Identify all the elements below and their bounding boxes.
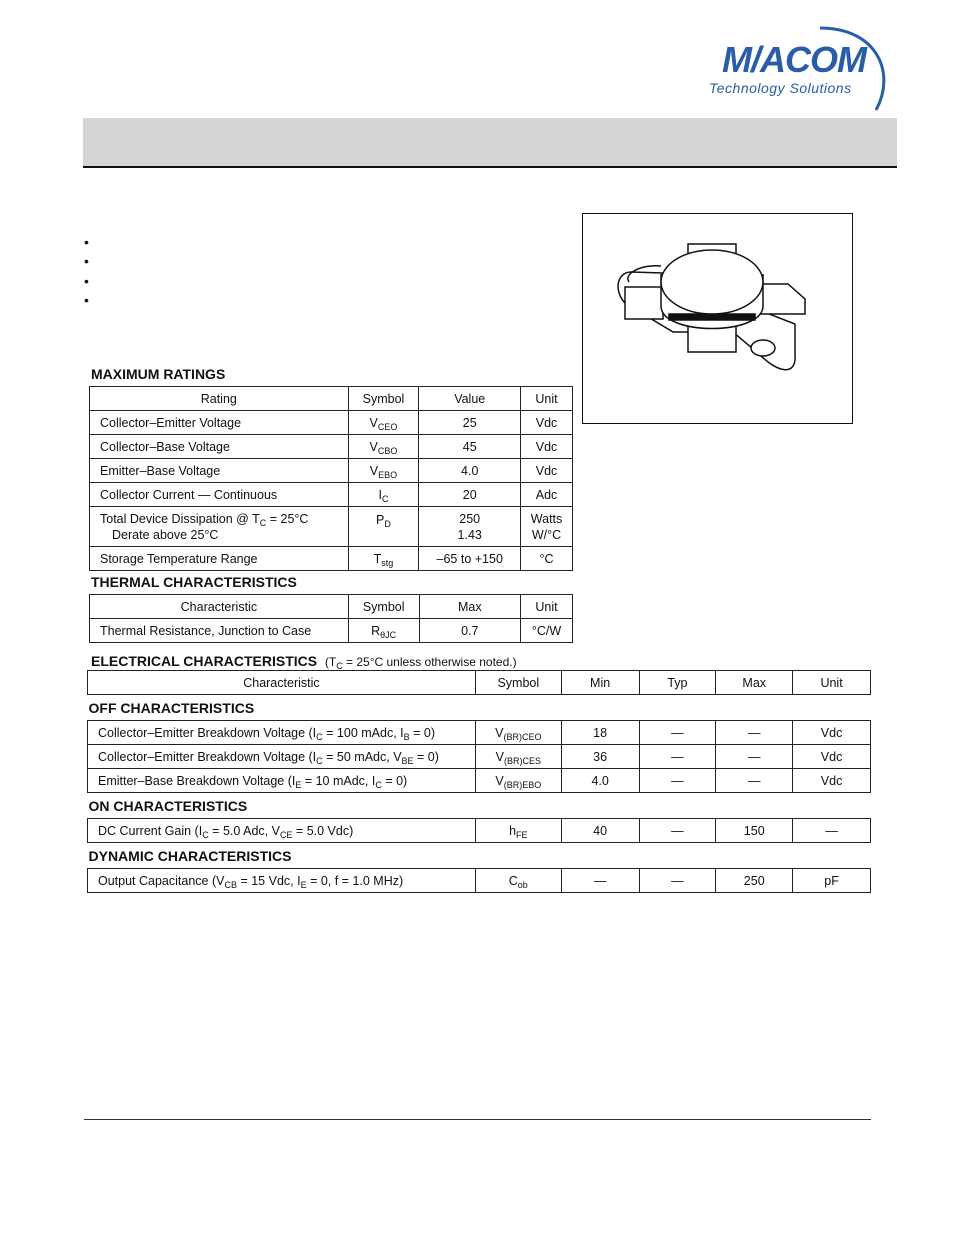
symbol-cell: $P_D$ [348, 507, 419, 547]
col-header: Unit [521, 387, 573, 411]
rating-cell: Emitter–Base Voltage [90, 459, 349, 483]
characteristic-cell: Collector–Emitter Breakdown Voltage ($I_C = 100$ mAdc, $I_B = 0$) [88, 721, 476, 745]
rating-cell: Total Device Dissipation @ $T_C = 25^\circ C$ Derate above 25°C [90, 507, 349, 547]
typ-cell: — [639, 721, 716, 745]
macom-logo [700, 22, 890, 114]
min-cell: 4.0 [561, 769, 639, 793]
symbol-cell: $V_{(BR)CEO}$ [475, 721, 561, 745]
bullet-icon: • [84, 253, 89, 270]
value-cell: 25 [419, 411, 521, 435]
rating-cell: Collector Current — Continuous [90, 483, 349, 507]
typ-cell: — [639, 819, 716, 843]
col-header: Max [419, 595, 520, 619]
off-characteristics-heading: OFF CHARACTERISTICS [88, 699, 255, 716]
unit-cell: Vdc [793, 745, 871, 769]
unit-cell: Vdc [793, 721, 871, 745]
symbol-cell: $V_{(BR)CES}$ [475, 745, 561, 769]
unit-cell: °C/W [521, 619, 573, 643]
transistor-package-icon [583, 214, 851, 422]
col-header: Typ [639, 671, 716, 695]
unit-cell: Vdc [521, 459, 573, 483]
dynamic-characteristics-heading: DYNAMIC CHARACTERISTICS [88, 847, 292, 864]
logo-brand: M/ACOM [722, 39, 866, 80]
on-characteristics-heading: ON CHARACTERISTICS [88, 797, 248, 814]
max-cell: — [716, 745, 793, 769]
table-header-row [90, 595, 573, 619]
max-ratings-table [89, 386, 573, 571]
table-row [90, 459, 573, 483]
table-row [90, 435, 573, 459]
bullet-icon: • [84, 234, 89, 250]
rating-cell: Collector–Base Voltage [90, 435, 349, 459]
table-row [88, 745, 871, 769]
table-row [88, 721, 871, 745]
typ-cell: — [639, 745, 716, 769]
table-row [88, 819, 871, 843]
unit-cell: Watts W/°C [521, 507, 573, 547]
max-cell: 0.7 [419, 619, 520, 643]
table-row [90, 547, 573, 571]
symbol-cell: $R_{\theta JC}$ [348, 619, 419, 643]
characteristic-cell: Output Capacitance ($V_{CB} = 15$ Vdc, $I_E = 0$, f = 1.0 MHz) [88, 869, 476, 893]
feature-list [84, 233, 104, 310]
min-cell: 40 [561, 819, 639, 843]
value-cell: 4.0 [419, 459, 521, 483]
symbol-cell: $h_{FE}$ [475, 819, 561, 843]
table-row [90, 483, 573, 507]
unit-cell: Vdc [521, 435, 573, 459]
electrical-note: ($T_C = 25^\circ C$ unless otherwise noted.) [324, 655, 517, 671]
table-row [88, 769, 871, 793]
col-header: Symbol [475, 671, 561, 695]
unit-cell: Vdc [793, 769, 871, 793]
characteristic-cell: Emitter–Base Breakdown Voltage ($I_E = 10$ mAdc, $I_C = 0$) [88, 769, 476, 793]
typ-cell: — [639, 869, 716, 893]
unit-cell: pF [793, 869, 871, 893]
col-header: Min [561, 671, 639, 695]
value-cell: 45 [419, 435, 521, 459]
max-cell: — [716, 769, 793, 793]
value-cell: 20 [419, 483, 521, 507]
col-header: Rating [90, 387, 349, 411]
footer-divider [84, 1119, 871, 1120]
bullet-icon: • [84, 272, 89, 289]
unit-cell: °C [521, 547, 573, 571]
table-row [90, 619, 573, 643]
thermal-title: THERMAL CHARACTERISTICS [91, 574, 297, 590]
max-cell: 250 [716, 869, 793, 893]
symbol-cell: $V_{EBO}$ [348, 459, 419, 483]
table-header-row [90, 387, 573, 411]
symbol-cell: $T_{stg}$ [348, 547, 419, 571]
col-header: Characteristic [90, 595, 349, 619]
table-row [88, 869, 871, 893]
characteristic-cell: Thermal Resistance, Junction to Case [90, 619, 349, 643]
value-cell: –65 to +150 [419, 547, 521, 571]
col-header: Unit [521, 595, 573, 619]
bullet-icon: • [84, 291, 89, 308]
rating-cell: Collector–Emitter Voltage [90, 411, 349, 435]
unit-cell: — [793, 819, 871, 843]
min-cell: — [561, 869, 639, 893]
value-cell: 250 1.43 [419, 507, 521, 547]
max-cell: — [716, 721, 793, 745]
electrical-table [87, 670, 871, 893]
col-header: Characteristic [88, 671, 476, 695]
min-cell: 36 [561, 745, 639, 769]
col-header: Unit [793, 671, 871, 695]
package-drawing [582, 213, 853, 424]
symbol-cell: $I_C$ [348, 483, 419, 507]
symbol-cell: $C_{ob}$ [475, 869, 561, 893]
electrical-title: ELECTRICAL CHARACTERISTICS ($T_C = 25^\circ C$ unless otherwise noted.) [91, 653, 517, 671]
unit-cell: Vdc [521, 411, 573, 435]
min-cell: 18 [561, 721, 639, 745]
symbol-cell: $V_{CEO}$ [348, 411, 419, 435]
col-header: Symbol [348, 387, 419, 411]
symbol-cell: $V_{CBO}$ [348, 435, 419, 459]
unit-cell: Adc [521, 483, 573, 507]
title-band [83, 118, 897, 168]
max-ratings-title: MAXIMUM RATINGS [91, 366, 226, 382]
thermal-table [89, 594, 573, 643]
table-row [90, 411, 573, 435]
col-header: Max [716, 671, 793, 695]
logo-tagline: Technology Solutions [709, 80, 852, 96]
table-header-row [88, 671, 871, 695]
symbol-cell: $V_{(BR)EBO}$ [475, 769, 561, 793]
table-row [90, 507, 573, 547]
max-cell: 150 [716, 819, 793, 843]
characteristic-cell: Collector–Emitter Breakdown Voltage ($I_C = 50$ mAdc, $V_{BE} = 0$) [88, 745, 476, 769]
col-header: Value [419, 387, 521, 411]
characteristic-cell: DC Current Gain ($I_C = 5.0$ Adc, $V_{CE} = 5.0$ Vdc) [88, 819, 476, 843]
col-header: Symbol [348, 595, 419, 619]
rating-cell: Storage Temperature Range [90, 547, 349, 571]
typ-cell: — [639, 769, 716, 793]
